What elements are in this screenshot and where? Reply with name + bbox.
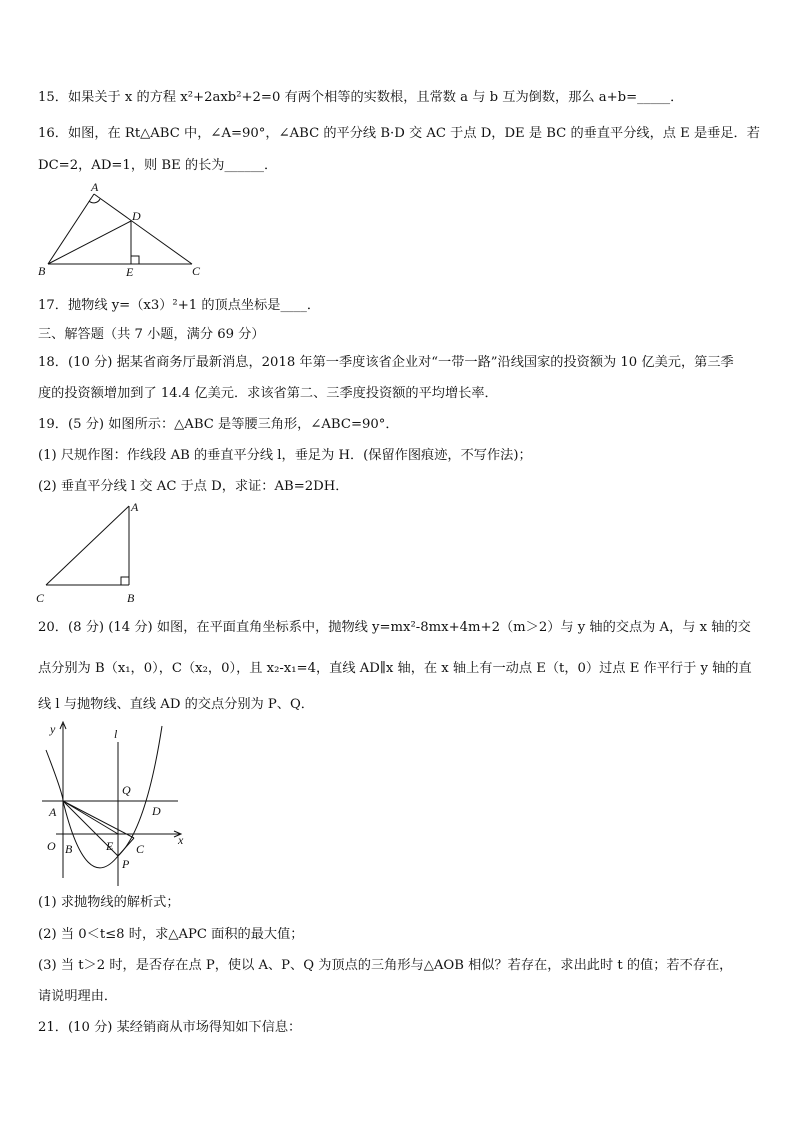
- label-l: l: [114, 727, 118, 741]
- question-20-part-3-line-2: 请说明理由．: [38, 989, 118, 1004]
- label-e: E: [126, 265, 134, 279]
- label-o: O: [47, 839, 56, 853]
- label-a: A: [91, 180, 99, 194]
- question-20-line-1: 20．(8 分) (14 分) 如图，在平面直角坐标系中，抛物线 y=mx²-8mx+4m+2（m＞2）与 y 轴的交点为 A，与 x 轴的交: [38, 620, 751, 635]
- right-angle-mark-b: [121, 577, 129, 585]
- label-e: E: [106, 839, 114, 853]
- label-q: Q: [122, 783, 131, 797]
- label-b: B: [127, 591, 135, 605]
- label-d: D: [152, 804, 161, 818]
- question-19-part-1: (1) 尺规作图：作线段 AB 的垂直平分线 l，垂足为 H．(保留作图痕迹，不写作法)；: [38, 448, 532, 463]
- question-20-part-1: (1) 求抛物线的解析式；: [38, 895, 180, 910]
- label-d: D: [132, 209, 141, 223]
- question-20-part-2: (2) 当 0＜t≤8 时，求△APC 面积的最大值；: [38, 927, 304, 942]
- question-16-line-2: DC=2，AD=1，则 BE 的长为______．: [38, 158, 278, 173]
- question-21: 21．(10 分) 某经销商从市场得知如下信息：: [38, 1020, 302, 1035]
- question-15: 15．如果关于 x 的方程 x²+2axb²+2=0 有两个相等的实数根，且常数 a 与 b 互为倒数，那么 a+b=_____．: [38, 90, 684, 105]
- question-19-line-1: 19．(5 分) 如图所示：△ABC 是等腰三角形，∠ABC=90°．: [38, 417, 399, 432]
- figure-q16-triangle: [30, 180, 210, 280]
- label-c: C: [192, 264, 201, 278]
- label-p: P: [122, 857, 130, 871]
- question-19-part-2: (2) 垂直平分线 l 交 AC 于点 D，求证：AB=2DH．: [38, 479, 349, 494]
- question-20-line-3: 线 l 与抛物线、直线 AD 的交点分别为 P、Q．: [38, 697, 314, 712]
- label-x: x: [178, 833, 184, 847]
- question-20-line-2: 点分别为 B（x₁，0），C（x₂，0），且 x₂-x₁=4，直线 AD∥x 轴，在 x 轴上有一动点 E（t，0）过点 E 作平行于 y 轴的直: [38, 661, 752, 676]
- segment-pc: [118, 838, 134, 856]
- label-y: y: [50, 722, 56, 736]
- figure-q20-parabola: [36, 718, 196, 890]
- label-b: B: [38, 264, 46, 278]
- question-17: 17．抛物线 y=（x3）²+1 的顶点坐标是____．: [38, 298, 321, 313]
- question-20-part-3-line-1: (3) 当 t＞2 时，是否存在点 P，使以 A、P、Q 为顶点的三角形与△AOB 相似？若存在，求出此时 t 的值；若不存在，: [38, 958, 733, 973]
- label-b: B: [65, 842, 73, 856]
- segment-ac: [63, 801, 134, 838]
- segment-bd: [48, 221, 131, 264]
- question-18-line-2: 度的投资额增加到了 14.4 亿美元．求该省第二、三季度投资额的平均增长率．: [38, 386, 498, 401]
- segment-ca: [46, 506, 129, 585]
- section-heading: 三、解答题（共 7 小题，满分 69 分）: [38, 327, 265, 342]
- segment-ac: [94, 194, 192, 264]
- label-a: A: [131, 500, 139, 514]
- question-18-line-1: 18．(10 分) 据某省商务厅最新消息，2018 年第一季度该省企业对“一带一路”沿线国家的投资额为 10 亿美元，第三季: [38, 355, 734, 370]
- label-a: A: [49, 805, 57, 819]
- label-c: C: [136, 842, 145, 856]
- segment-ba: [48, 194, 94, 264]
- figure-q19-triangle: [30, 498, 150, 608]
- label-c: C: [36, 591, 45, 605]
- question-16-line-1: 16．如图，在 Rt△ABC 中，∠A=90°，∠ABC 的平分线 B·D 交 AC 于点 D，DE 是 BC 的垂直平分线，点 E 是垂足．若: [38, 126, 760, 141]
- right-angle-mark-e: [131, 256, 139, 264]
